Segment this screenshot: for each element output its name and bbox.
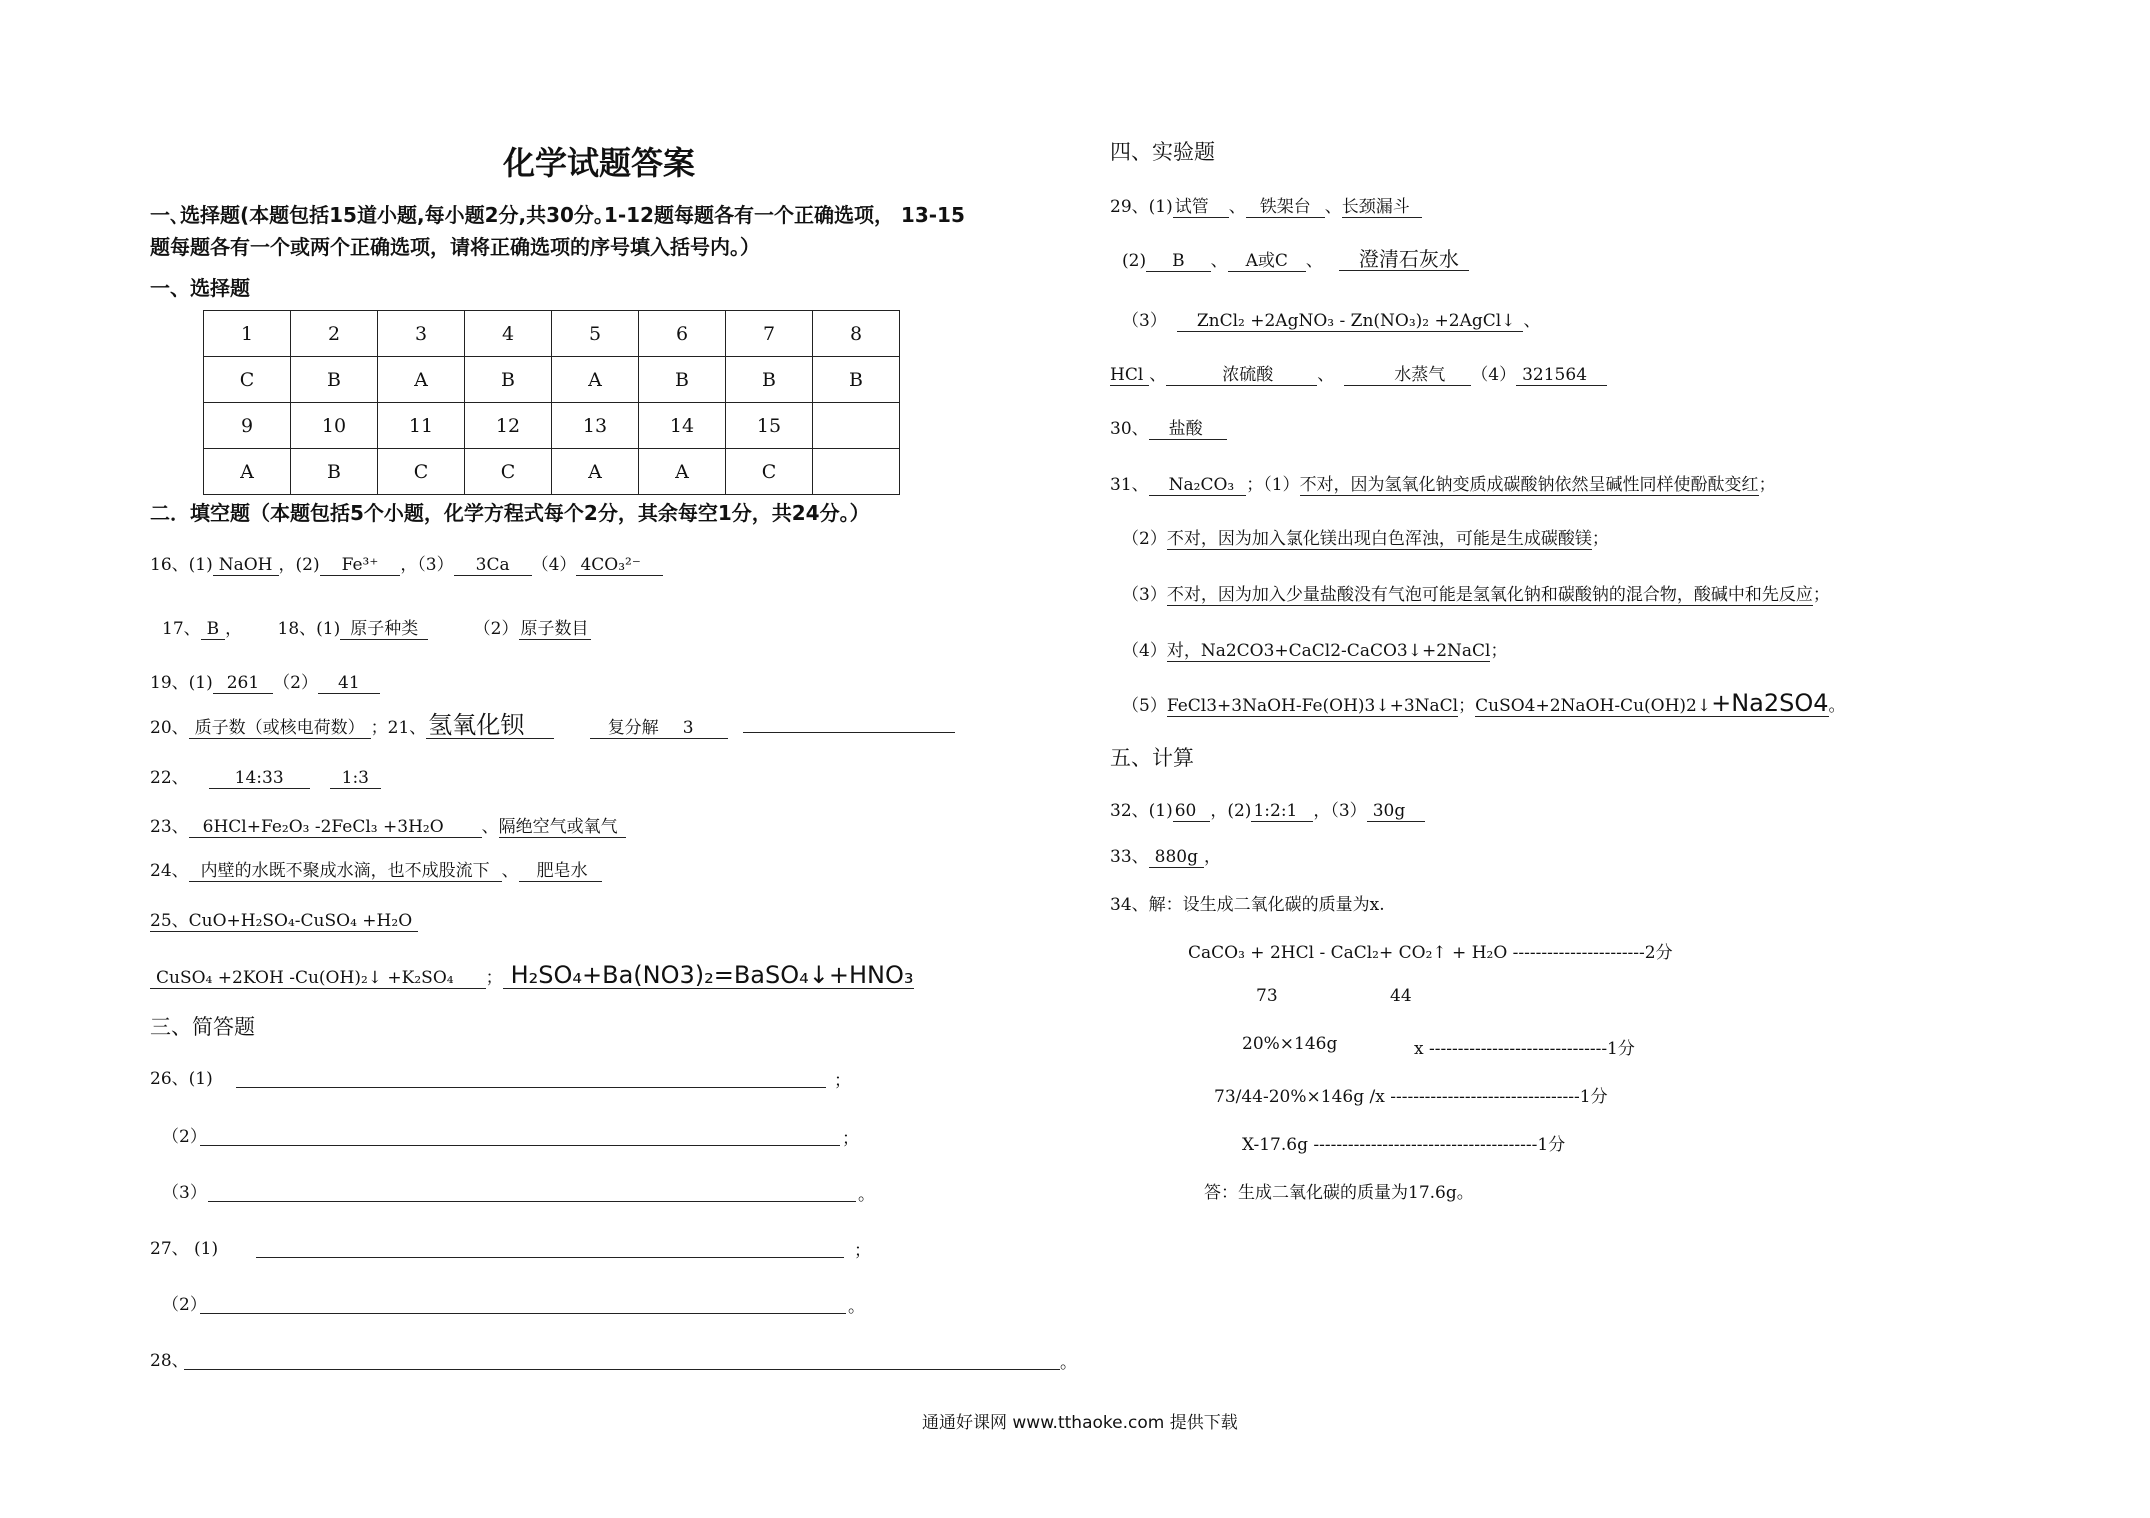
answer-blank: 原子种类 <box>340 620 428 640</box>
answer-blank: B <box>1146 252 1211 272</box>
calc-ratio: 73/44-20%×146g /x ---------------------------------1分 <box>1214 1087 1608 1107</box>
q26-2-end: ； <box>842 1129 859 1149</box>
table-cell: C <box>378 449 465 495</box>
q28-end: 。 <box>1060 1353 1077 1373</box>
answer-blank: 30g <box>1367 802 1426 822</box>
q29-3: （3） ZnCl₂ +2AgNO₃ - Zn(NO₃)₂ +2AgCl↓ 、 <box>1122 311 1541 331</box>
answer-blank: H₂SO₄+Ba(NO3)₂=BaSO₄↓+HNO₃ <box>503 962 914 989</box>
table-cell: 12 <box>465 403 552 449</box>
table-cell: 1 <box>204 311 291 357</box>
q30: 30、 盐酸 <box>1110 414 1227 440</box>
table-cell: C <box>204 357 291 403</box>
footer-text: 通通好课网 www.tthaoke.com 提供下载 <box>922 1413 1238 1433</box>
calc-mass-73: 73 <box>1256 986 1278 1006</box>
part3-heading: 三、简答题 <box>150 1015 255 1039</box>
answer-blank: 澄清石灰水 <box>1339 248 1469 271</box>
q29-2: (2) B 、 A或C 、 澄清石灰水 <box>1122 246 1469 272</box>
table-cell: B <box>813 357 900 403</box>
answer-blank: 321564 <box>1516 366 1607 386</box>
q31-1: 31、 Na₂CO₃ ；（1）不对，因为氢氧化钠变质成碳酸钠依然呈碱性同样使酚酞变红； <box>1110 475 1776 495</box>
table-cell: B <box>291 357 378 403</box>
table-cell: 10 <box>291 403 378 449</box>
answer-line <box>236 1087 826 1088</box>
q29-4: HCl 、 浓硫酸 、 水蒸气 （4） 321564 <box>1110 360 1607 386</box>
table-row <box>204 357 900 403</box>
q34-intro: 34、解：设生成二氧化碳的质量为x. <box>1110 895 1385 915</box>
answer-blank: 4CO₃²⁻ <box>576 556 662 576</box>
part4-heading: 四、实验题 <box>1110 140 1215 164</box>
answer-blank: CuSO4+2NaOH-Cu(OH)2↓+Na2SO4 <box>1475 689 1829 717</box>
table-cell: 6 <box>639 311 726 357</box>
table-cell: B <box>726 357 813 403</box>
part2-heading: 二．填空题（本题包括5个小题，化学方程式每个2分，其余每空1分，共24分。） <box>150 501 870 525</box>
q26-1-label: 26、(1) <box>150 1069 213 1089</box>
answer-blank: 3 <box>677 719 728 739</box>
table-cell: A <box>204 449 291 495</box>
answer-blank: 6HCl+Fe₂O₃ -2FeCl₃ +3H₂O <box>189 818 482 838</box>
q28-label: 28、 <box>150 1351 189 1371</box>
calc-mass-44: 44 <box>1390 986 1412 1006</box>
answer-blank: 浓硫酸 <box>1166 366 1317 386</box>
answer-blank: 25、CuO+H₂SO₄-CuSO₄ +H₂O <box>150 912 418 932</box>
answer-blank-empty <box>743 732 955 733</box>
answer-blank: HCl <box>1110 366 1149 386</box>
table-cell: 5 <box>552 311 639 357</box>
q16: 16、(1) NaOH ，(2) Fe³⁺ ，（3） 3Ca （4） 4CO₃²⁻ <box>150 550 663 576</box>
table-cell: B <box>639 357 726 403</box>
answer-blank: 1:3 <box>330 769 381 789</box>
table-cell: C <box>726 449 813 495</box>
table-cell <box>813 403 900 449</box>
q24: 24、 内壁的水既不聚成水滴，也不成股流下 、 肥皂水 <box>150 856 602 882</box>
page-title: 化学试题答案 <box>503 144 696 182</box>
answer-blank: 261 <box>213 674 273 694</box>
table-cell: A <box>639 449 726 495</box>
q20-q21: 20、 质子数（或核电荷数） ；21、氢氧化钡 复分解 3 <box>150 712 955 739</box>
answer-line <box>208 1201 856 1202</box>
answer-blank: 长颈漏斗 <box>1342 198 1422 218</box>
answer-blank: 14:33 <box>209 769 310 789</box>
answer-blank: B <box>201 620 226 640</box>
table-cell: B <box>465 357 552 403</box>
table-cell: 15 <box>726 403 813 449</box>
q31-3: （3）不对，因为加入少量盐酸没有气泡可能是氢氧化钠和碳酸钠的混合物，酸碱中和先反应； <box>1122 585 1830 605</box>
table-cell: 14 <box>639 403 726 449</box>
table-cell: A <box>552 449 639 495</box>
table-row <box>204 403 900 449</box>
answer-blank: 内壁的水既不聚成水滴，也不成股流下 <box>189 862 502 882</box>
table-row <box>204 449 900 495</box>
answer-blank: 不对，因为加入氯化镁出现白色浑浊，可能是生成碳酸镁 <box>1166 529 1592 549</box>
q27-1-label: 27、 (1) <box>150 1239 219 1259</box>
answer-blank: 盐酸 <box>1149 420 1227 440</box>
answer-line <box>256 1257 844 1258</box>
table-cell: 2 <box>291 311 378 357</box>
table-cell: 8 <box>813 311 900 357</box>
q26-3-end: 。 <box>858 1185 875 1205</box>
table-cell: 13 <box>552 403 639 449</box>
q26-3-label: （3） <box>162 1183 207 1203</box>
answer-blank: 肥皂水 <box>519 862 602 882</box>
q27-2-label: （2） <box>162 1295 207 1315</box>
answer-blank: 隔绝空气或氧气 <box>499 818 626 838</box>
answer-blank: CuSO₄ +2KOH -Cu(OH)₂↓ +K₂SO₄ <box>150 969 486 989</box>
answer-line <box>184 1369 1060 1370</box>
answer-blank: 氢氧化钡 <box>426 712 554 739</box>
answer-blank: FeCl3+3NaOH-Fe(OH)3↓+3NaCl <box>1166 696 1459 716</box>
calc-given: 20%×146g <box>1242 1034 1338 1054</box>
q19: 19、(1) 261 （2） 41 <box>150 668 380 694</box>
table-cell: 4 <box>465 311 552 357</box>
answer-blank: NaOH <box>213 556 279 576</box>
q31-2: （2）不对，因为加入氯化镁出现白色浑浊，可能是生成碳酸镁； <box>1122 529 1609 549</box>
answer-blank: 试管 <box>1173 198 1229 218</box>
q29-1: 29、(1) 试管 、 铁架台 、长颈漏斗 <box>1110 192 1422 218</box>
answer-blank: Na₂CO₃ <box>1149 476 1247 496</box>
answer-blank: 原子数目 <box>520 619 589 639</box>
part1-intro-line1: 一､选择题(本题包括15道小题,每小题2分,共30分｡1-12题每题各有一个正确选项， 13-15 <box>150 203 965 227</box>
q17-q18: 17、 B ， 18、(1) 原子种类 （2） 原子数目 <box>162 619 589 639</box>
calc-result: X-17.6g ---------------------------------------1分 <box>1242 1135 1566 1155</box>
answer-blank: 不对，因为氢氧化钠变质成碳酸钠依然呈碱性同样使酚酞变红 <box>1299 475 1759 495</box>
q27-2-end: 。 <box>848 1297 865 1317</box>
answer-blank: 对，Na2CO3+CaCl2-CaCO3↓+2NaCl <box>1166 641 1491 661</box>
q32: 32、(1) 60 ，(2) 1:2:1 ，（3） 30g <box>1110 796 1425 822</box>
q31-5: （5）FeCl3+3NaOH-Fe(OH)3↓+3NaCl；CuSO4+2NaOH-Cu(OH)2↓+Na2SO4。 <box>1122 689 1846 717</box>
table-cell <box>813 449 900 495</box>
answer-blank: 铁架台 <box>1246 198 1325 218</box>
q33: 33、 880g ， <box>1110 847 1221 867</box>
answer-blank: ZnCl₂ +2AgNO₃ - Zn(NO₃)₂ +2AgCl↓ <box>1177 312 1524 332</box>
table-cell: 9 <box>204 403 291 449</box>
answer-blank: 复分解 <box>590 719 677 739</box>
q26-1-end: ； <box>834 1071 851 1091</box>
answer-line <box>200 1313 846 1314</box>
part1-intro-line2: 题每题各有一个或两个正确选项，请将正确选项的序号填入括号内。） <box>150 235 760 259</box>
q23: 23、 6HCl+Fe₂O₃ -2FeCl₃ +3H₂O 、隔绝空气或氧气 <box>150 812 626 838</box>
answer-blank: 41 <box>318 674 380 694</box>
answer-blank: 水蒸气 <box>1344 366 1471 386</box>
table-cell: A <box>552 357 639 403</box>
table-cell: A <box>378 357 465 403</box>
part5-heading: 五、计算 <box>1110 746 1194 770</box>
calc-unknown: x -------------------------------1分 <box>1414 1039 1635 1059</box>
q25-line2: CuSO₄ +2KOH -Cu(OH)₂↓ +K₂SO₄ ； H₂SO₄+Ba(NO3)₂=BaSO₄↓+HNO₃ <box>150 962 914 989</box>
table-cell: C <box>465 449 552 495</box>
answer-blank: 质子数（或核电荷数） <box>189 719 371 739</box>
answer-blank: 不对，因为加入少量盐酸没有气泡可能是氢氧化钠和碳酸钠的混合物，酸碱中和先反应 <box>1166 585 1813 605</box>
calc-answer: 答：生成二氧化碳的质量为17.6g。 <box>1204 1183 1474 1203</box>
table-cell: 7 <box>726 311 813 357</box>
answer-table <box>203 310 900 495</box>
answer-blank: 880g <box>1149 848 1204 868</box>
q27-1-end: ； <box>854 1241 871 1261</box>
answer-blank: A或C <box>1228 252 1306 272</box>
answer-blank: 3Ca <box>454 556 532 576</box>
table-row <box>204 311 900 357</box>
calc-equation: CaCO₃ + 2HCl - CaCl₂+ CO₂↑ + H₂O -----------------------2分 <box>1188 943 1673 963</box>
table-cell: 3 <box>378 311 465 357</box>
answer-blank: Fe³⁺ <box>320 556 401 576</box>
table-cell: 11 <box>378 403 465 449</box>
answer-line <box>200 1145 840 1146</box>
q26-2-label: （2） <box>162 1127 207 1147</box>
q22: 22、 14:33 1:3 <box>150 763 381 789</box>
q25-line1 <box>150 911 418 932</box>
table-cell: B <box>291 449 378 495</box>
q31-4: （4）对，Na2CO3+CaCl2-CaCO3↓+2NaCl； <box>1122 641 1508 661</box>
part1-heading: 一、选择题 <box>150 276 250 300</box>
answer-blank: 1:2:1 <box>1251 802 1313 822</box>
answer-blank: 60 <box>1173 802 1211 822</box>
